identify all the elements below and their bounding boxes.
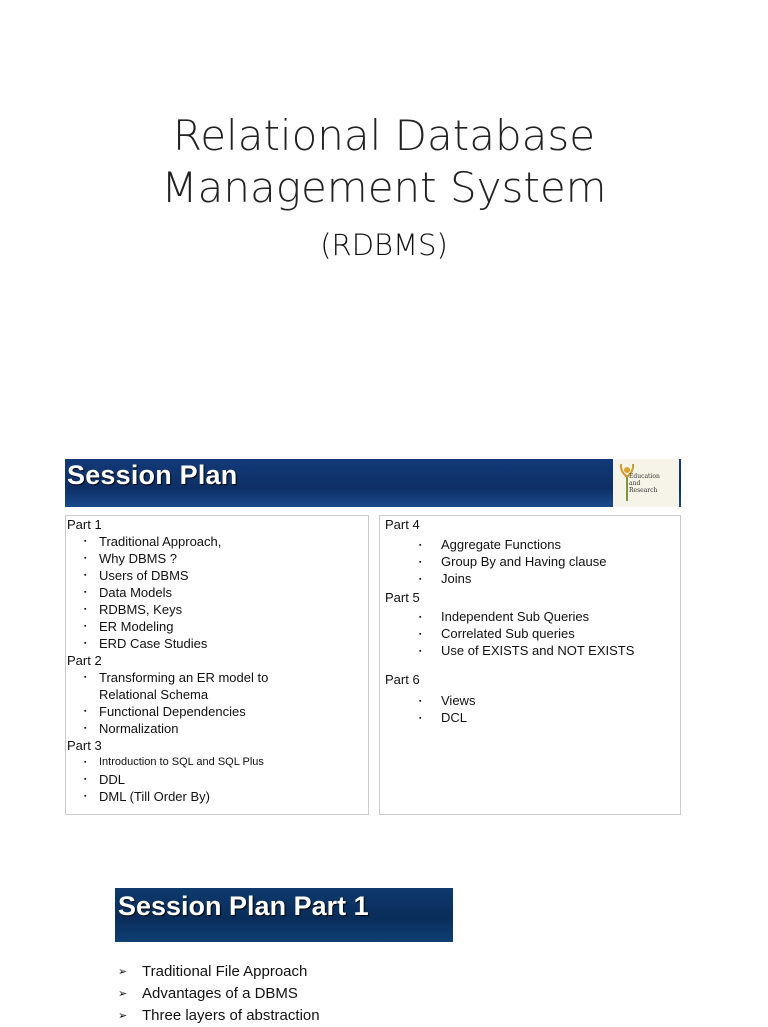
slide-title: Session Plan Part 1	[118, 891, 369, 921]
list-item: ▪ Joins	[380, 570, 680, 587]
list-item: ▪ Why DBMS ?	[66, 550, 368, 567]
list-item: ➢ Three layers of abstraction	[118, 1005, 320, 1027]
list-item: ▪ Independent Sub Queries	[380, 608, 680, 625]
list-item: ▪ ER Modeling	[66, 618, 368, 635]
list-item: ▪ Aggregate Functions	[380, 536, 680, 553]
arrow-bullet-icon: ➢	[118, 966, 128, 978]
list-item: ▪ Normalization	[66, 720, 368, 737]
arrow-bullet-icon: ➢	[118, 1010, 128, 1022]
list-item: ▪ Use of EXISTS and NOT EXISTS	[380, 642, 680, 659]
list-item: ▪ Functional Dependencies	[66, 703, 368, 720]
logo-text: Education and Research	[629, 473, 660, 494]
list-item: ▪ Correlated Sub queries	[380, 625, 680, 642]
session-plan-part-1-banner	[115, 888, 453, 942]
list-item: ▪ DML (Till Order By)	[66, 788, 368, 805]
session-plan-right-column	[379, 515, 681, 815]
list-item: ▪ DDL	[66, 771, 368, 788]
title-line-2: Management System	[161, 163, 607, 212]
subtitle: (RDBMS)	[320, 228, 448, 262]
list-item: ▪ Group By and Having clause	[380, 553, 680, 570]
part-3-heading: Part 3	[67, 738, 102, 753]
session-plan-part-1-list	[118, 961, 320, 1027]
list-item: ➢ Advantages of a DBMS	[118, 983, 320, 1005]
part-2-heading: Part 2	[67, 653, 102, 668]
session-plan-left-column	[65, 515, 369, 815]
list-item-continuation: Relational Schema	[99, 687, 209, 702]
title-line-1: Relational Database	[172, 111, 596, 160]
list-item: ▪ DCL	[380, 709, 680, 726]
list-item: ▪ RDBMS, Keys	[66, 601, 368, 618]
list-item: ▪ Introduction to SQL and SQL Plus	[66, 754, 368, 771]
list-item: ▪ Data Models	[66, 584, 368, 601]
part-6-heading: Part 6	[385, 672, 420, 687]
list-item: ▪ Users of DBMS	[66, 567, 368, 584]
list-item: ▪ Transforming an ER model to	[66, 669, 368, 686]
deck-title	[0, 110, 768, 262]
slide-banner	[65, 459, 681, 507]
part-5-heading: Part 5	[385, 590, 420, 605]
slide-title: Session Plan	[67, 460, 238, 490]
education-and-research-logo	[613, 459, 679, 507]
arrow-bullet-icon: ➢	[118, 988, 128, 1000]
list-item: ▪ Views	[380, 692, 680, 709]
list-item: ➢ Traditional File Approach	[118, 961, 320, 983]
part-4-heading: Part 4	[385, 517, 420, 532]
list-item: ▪ ERD Case Studies	[66, 635, 368, 652]
list-item: ▪ Traditional Approach,	[66, 533, 368, 550]
part-1-heading: Part 1	[67, 517, 102, 532]
session-plan-slide	[65, 459, 681, 815]
